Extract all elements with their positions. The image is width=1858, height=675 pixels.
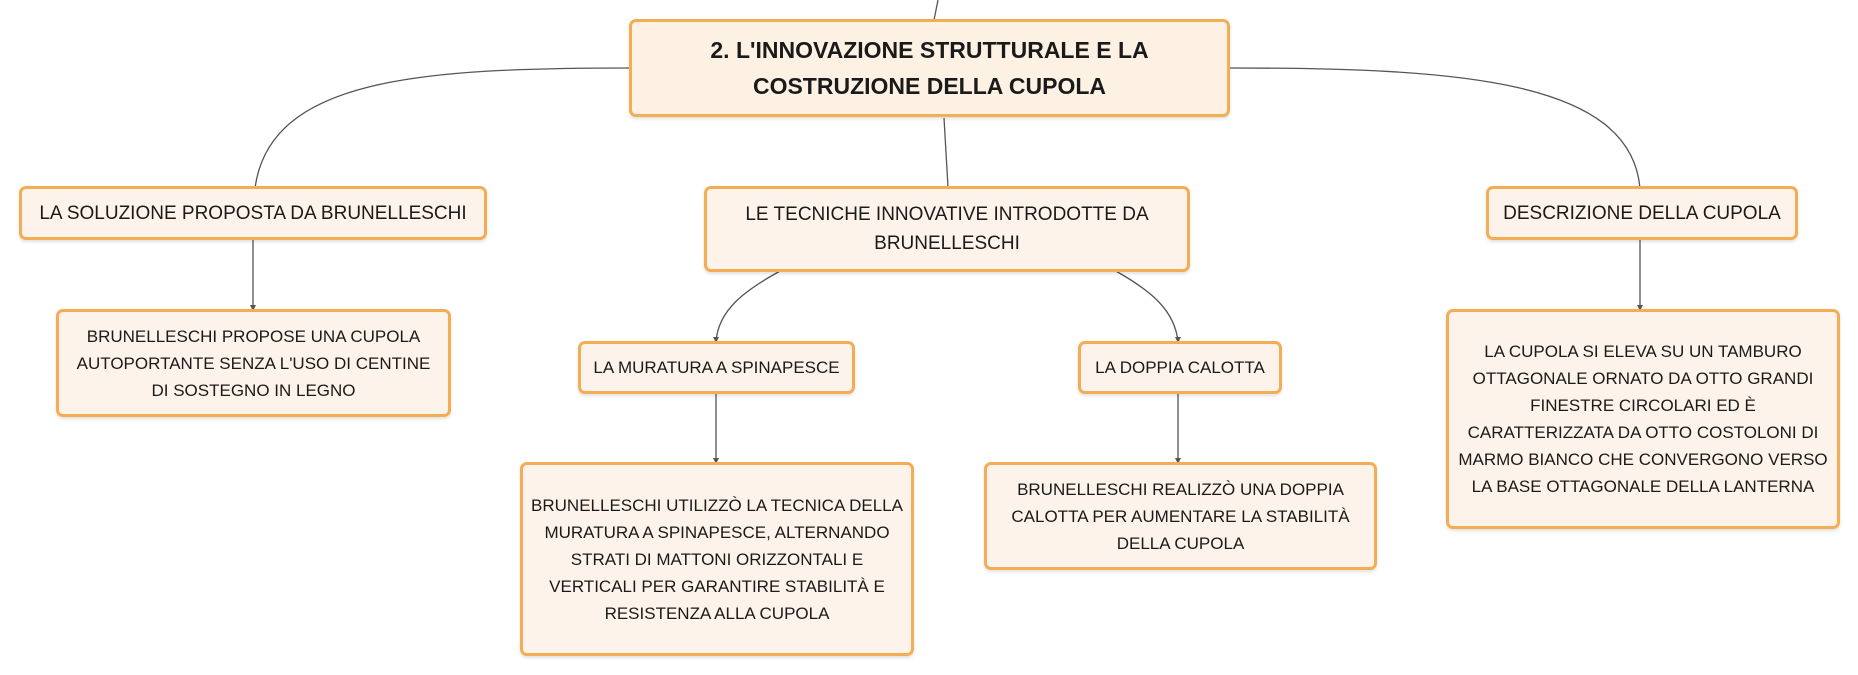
detail-descrizione[interactable] (1446, 309, 1840, 529)
topic-tecniche-label: LE TECNICHE INNOVATIVE INTRODOTTE DA BRUNELLESCHI (745, 204, 1149, 254)
detail-calotta[interactable] (984, 462, 1377, 570)
topic-muratura-label: LA MURATURA A SPINAPESCE (593, 358, 840, 377)
detail-descrizione-text: LA CUPOLA SI ELEVA SU UN TAMBURO OTTAGONALE ORNATO DA OTTO GRANDI FINESTRE CIRCOLARI ED È CARATTERIZZATA DA OTTO COSTOLONI DI MARMO BIANCO CHE CONVERGONO VERSO LA BASE OTTAGONALE DELLA LANTERNA (1458, 342, 1828, 496)
detail-soluzione-text: BRUNELLESCHI PROPOSE UNA CUPOLA AUTOPORTANTE SENZA L'USO DI CENTINE DI SOSTEGNO IN LEGNO (76, 326, 431, 400)
topic-descrizione[interactable] (1486, 186, 1798, 240)
detail-muratura[interactable] (520, 462, 914, 656)
topic-descrizione-label: DESCRIZIONE DELLA CUPOLA (1503, 202, 1781, 224)
connector-tecniche-to-calotta (1114, 270, 1178, 342)
connector-root-to-descrizione (1230, 68, 1640, 188)
connector-tecniche-to-muratura (716, 270, 782, 342)
topic-soluzione[interactable] (19, 186, 487, 240)
topic-muratura[interactable] (578, 341, 855, 394)
connector-root-to-soluzione (255, 68, 632, 188)
connector-root-to-tecniche (944, 118, 948, 187)
topic-calotta[interactable] (1078, 341, 1282, 394)
detail-muratura-text: BRUNELLESCHI UTILIZZÒ LA TECNICA DELLA MURATURA A SPINAPESCE, ALTERNANDO STRATI DI MATTONI ORIZZONTALI E VERTICALI PER GARANTIRE STABILITÀ E RESISTENZA ALLA CUPOLA (531, 495, 903, 623)
root-topic-text (710, 32, 1148, 104)
connector-parent-to-root (934, 0, 938, 20)
detail-calotta-text: BRUNELLESCHI REALIZZÒ UNA DOPPIA CALOTTA PER AUMENTARE LA STABILITÀ DELLA CUPOLA (1011, 479, 1350, 553)
root-topic-line1: 2. L'INNOVAZIONE STRUTTURALE E LA (710, 37, 1149, 63)
detail-soluzione[interactable] (56, 309, 451, 417)
topic-soluzione-label: LA SOLUZIONE PROPOSTA DA BRUNELLESCHI (39, 202, 467, 224)
topic-calotta-label: LA DOPPIA CALOTTA (1095, 358, 1265, 377)
root-topic-node[interactable] (629, 19, 1230, 117)
topic-tecniche[interactable] (704, 186, 1190, 272)
root-topic-line2: COSTRUZIONE DELLA CUPOLA (752, 73, 1107, 99)
